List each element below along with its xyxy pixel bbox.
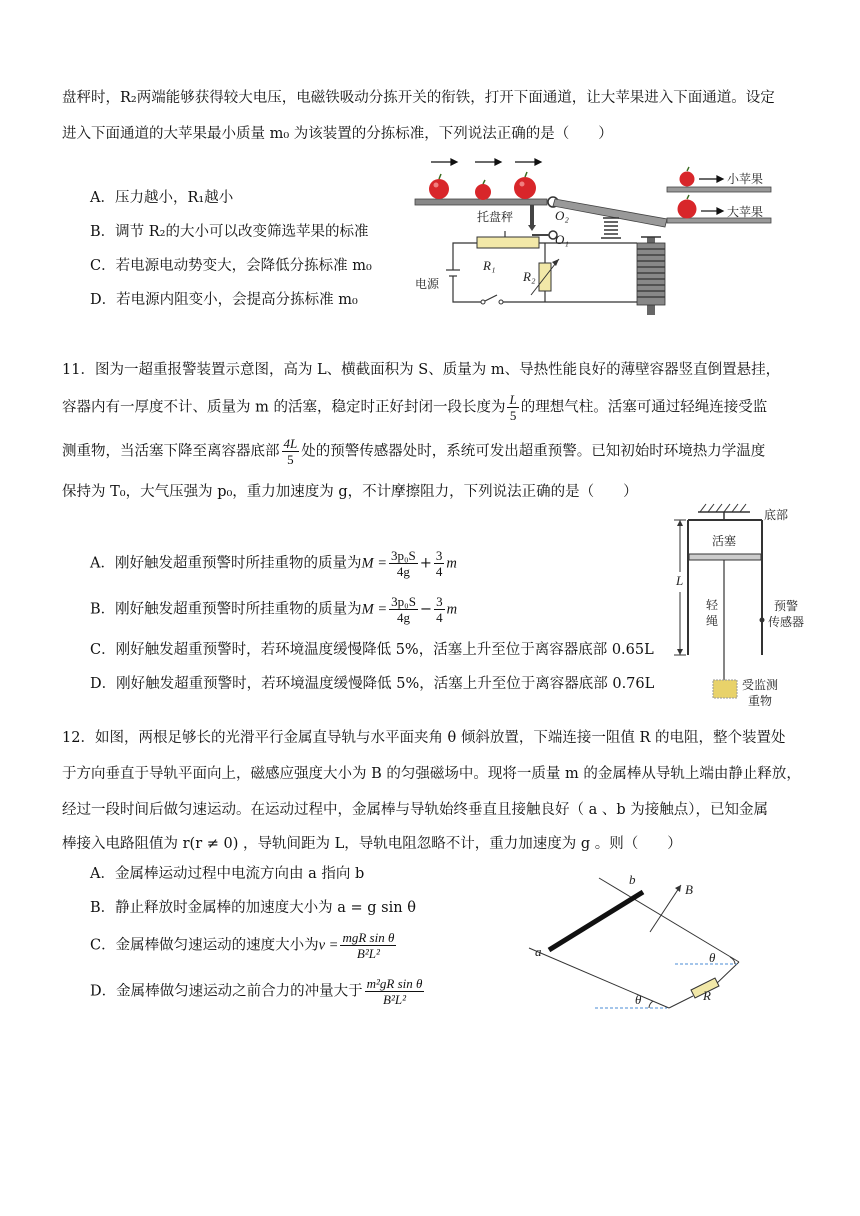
label-weight-1: 受监测 bbox=[742, 678, 779, 692]
q12-figure bbox=[525, 870, 755, 1015]
label-tray-scale: 托盘秤 bbox=[477, 210, 514, 224]
label-r2: R₂ bbox=[523, 269, 536, 284]
q10-text-line1: 盘秤时，R₂两端能够获得较大电压，电磁铁吸动分拣开关的衔铁，打开下面通道，让大苹果进入下面通道。设定 bbox=[62, 90, 775, 106]
label-rope-2: 绳 bbox=[706, 614, 719, 628]
label-o1: O₁ bbox=[555, 232, 569, 247]
label-piston: 活塞 bbox=[712, 534, 737, 548]
q12-option-b[interactable]: B．静止释放时金属棒的加速度大小为 a = g sin θ bbox=[90, 900, 416, 916]
q12-text-line4: 棒接入电路阻值为 r(r ≠ 0) ，导轨间距为 L，导轨电阻忽略不计，重力加速度为 g 。则（ ） bbox=[62, 836, 682, 852]
label-magnetic-field-b: B bbox=[685, 882, 693, 897]
label-r1: R₁ bbox=[483, 258, 496, 273]
q12-text-line2: 于方向垂直于导轨平面向上，磁感应强度大小为 B 的匀强磁场中。现将一质量 m 的金属棒从导轨上端由静止释放， bbox=[62, 766, 801, 782]
label-theta-upper: θ bbox=[709, 950, 716, 965]
label-resistor-r: R bbox=[703, 988, 711, 1003]
label-l: L bbox=[676, 573, 684, 588]
q12-option-c[interactable]: C．金属棒做匀速运动的速度大小为v = $\frac{\text{mgR sin θ}}{\text{B²L²}}$ bbox=[90, 930, 395, 961]
label-b: b bbox=[629, 872, 636, 887]
q10-option-a[interactable]: A．压力越小，R₁越小 bbox=[90, 190, 234, 206]
fraction-l-over-5: $\frac{L}{5}$ bbox=[509, 392, 517, 423]
q11-option-c[interactable]: C．刚好触发超重预警时，若环境温度缓慢降低 5%，活塞上升至位于离容器底部 0.65L bbox=[90, 642, 654, 658]
overweight-alarm-diagram bbox=[668, 500, 828, 705]
q10-figure bbox=[405, 155, 790, 315]
q11-text-line2: 容器内有一厚度不计、质量为 m 的活塞，稳定时正好封闭一段长度为 $\frac{L}{5}$ 的理想气柱。活塞可通过轻绳连接受监 bbox=[62, 392, 768, 423]
label-sensor-1: 预警 bbox=[774, 599, 799, 613]
label-a: a bbox=[535, 944, 542, 959]
label-power-source: 电源 bbox=[415, 277, 440, 291]
q11-text-line1: 11．图为一超重报警装置示意图，高为 L、横截面积为 S、质量为 m、导热性能良好的薄壁容器竖直倒置悬挂， bbox=[62, 362, 781, 378]
label-small-apple: 小苹果 bbox=[727, 172, 764, 186]
label-sensor-2: 传感器 bbox=[768, 615, 805, 629]
q11-option-d[interactable]: D．刚好触发超重预警时，若环境温度缓慢降低 5%，活塞上升至位于离容器底部 0.76L bbox=[90, 676, 655, 692]
fraction-4l-over-5: $\frac{4L}{5}$ bbox=[283, 436, 298, 467]
q11-option-b[interactable]: B．刚好触发超重预警时所挂重物的质量为M = $\frac{\text{3p₀S}}{4g}$ − $\frac{3}{4}$ m bbox=[90, 594, 458, 625]
q11-text-line3: 测重物，当活塞下降至离容器底部 $\frac{4L}{5}$ 处的预警传感器处时，系统可发出超重预警。已知初始时环境热力学温度 bbox=[62, 436, 766, 467]
label-rope-1: 轻 bbox=[706, 598, 719, 612]
q12-option-a[interactable]: A．金属棒运动过程中电流方向由 a 指向 b bbox=[90, 866, 365, 882]
label-theta-lower: θ bbox=[635, 992, 642, 1007]
q11-figure bbox=[668, 500, 828, 708]
label-bottom: 底部 bbox=[764, 508, 789, 522]
q10-text-line2: 进入下面通道的大苹果最小质量 m₀ 为该装置的分拣标准，下列说法正确的是（ ） bbox=[62, 126, 613, 142]
q11-option-a[interactable]: A．刚好触发超重预警时所挂重物的质量为M = $\frac{\text{3p₀S}}{4g}$ + $\frac{3}{4}$ m bbox=[90, 548, 457, 579]
q12-text-line3: 经过一段时间后做匀速运动。在运动过程中，金属棒与导轨始终垂直且接触良好（ a 、b 为接触点），已知金属 bbox=[62, 802, 768, 818]
apple-icon bbox=[429, 172, 536, 200]
label-big-apple: 大苹果 bbox=[727, 205, 764, 219]
q12-option-d[interactable]: D．金属棒做匀速运动之前合力的冲量大于 $\frac{\text{m²gR sin θ}}{\text{B²L²}}$ bbox=[90, 976, 423, 1007]
label-o2: O₂ bbox=[555, 208, 569, 223]
q11-text-line4: 保持为 T₀，大气压强为 p₀，重力加速度为 g，不计摩擦阻力，下列说法正确的是（ ） bbox=[62, 484, 638, 500]
label-weight-2: 重物 bbox=[748, 694, 773, 708]
q10-option-d[interactable]: D．若电源内阻变小，会提高分拣标准 m₀ bbox=[90, 292, 358, 308]
q12-text-line1: 12．如图，两根足够长的光滑平行金属直导轨与水平面夹角 θ 倾斜放置，下端连接一阻值 R 的电阻，整个装置处 bbox=[62, 730, 786, 746]
q10-option-b[interactable]: B．调节 R₂的大小可以改变筛选苹果的标准 bbox=[90, 224, 369, 240]
q10-option-c[interactable]: C．若电源电动势变大，会降低分拣标准 m₀ bbox=[90, 258, 372, 274]
